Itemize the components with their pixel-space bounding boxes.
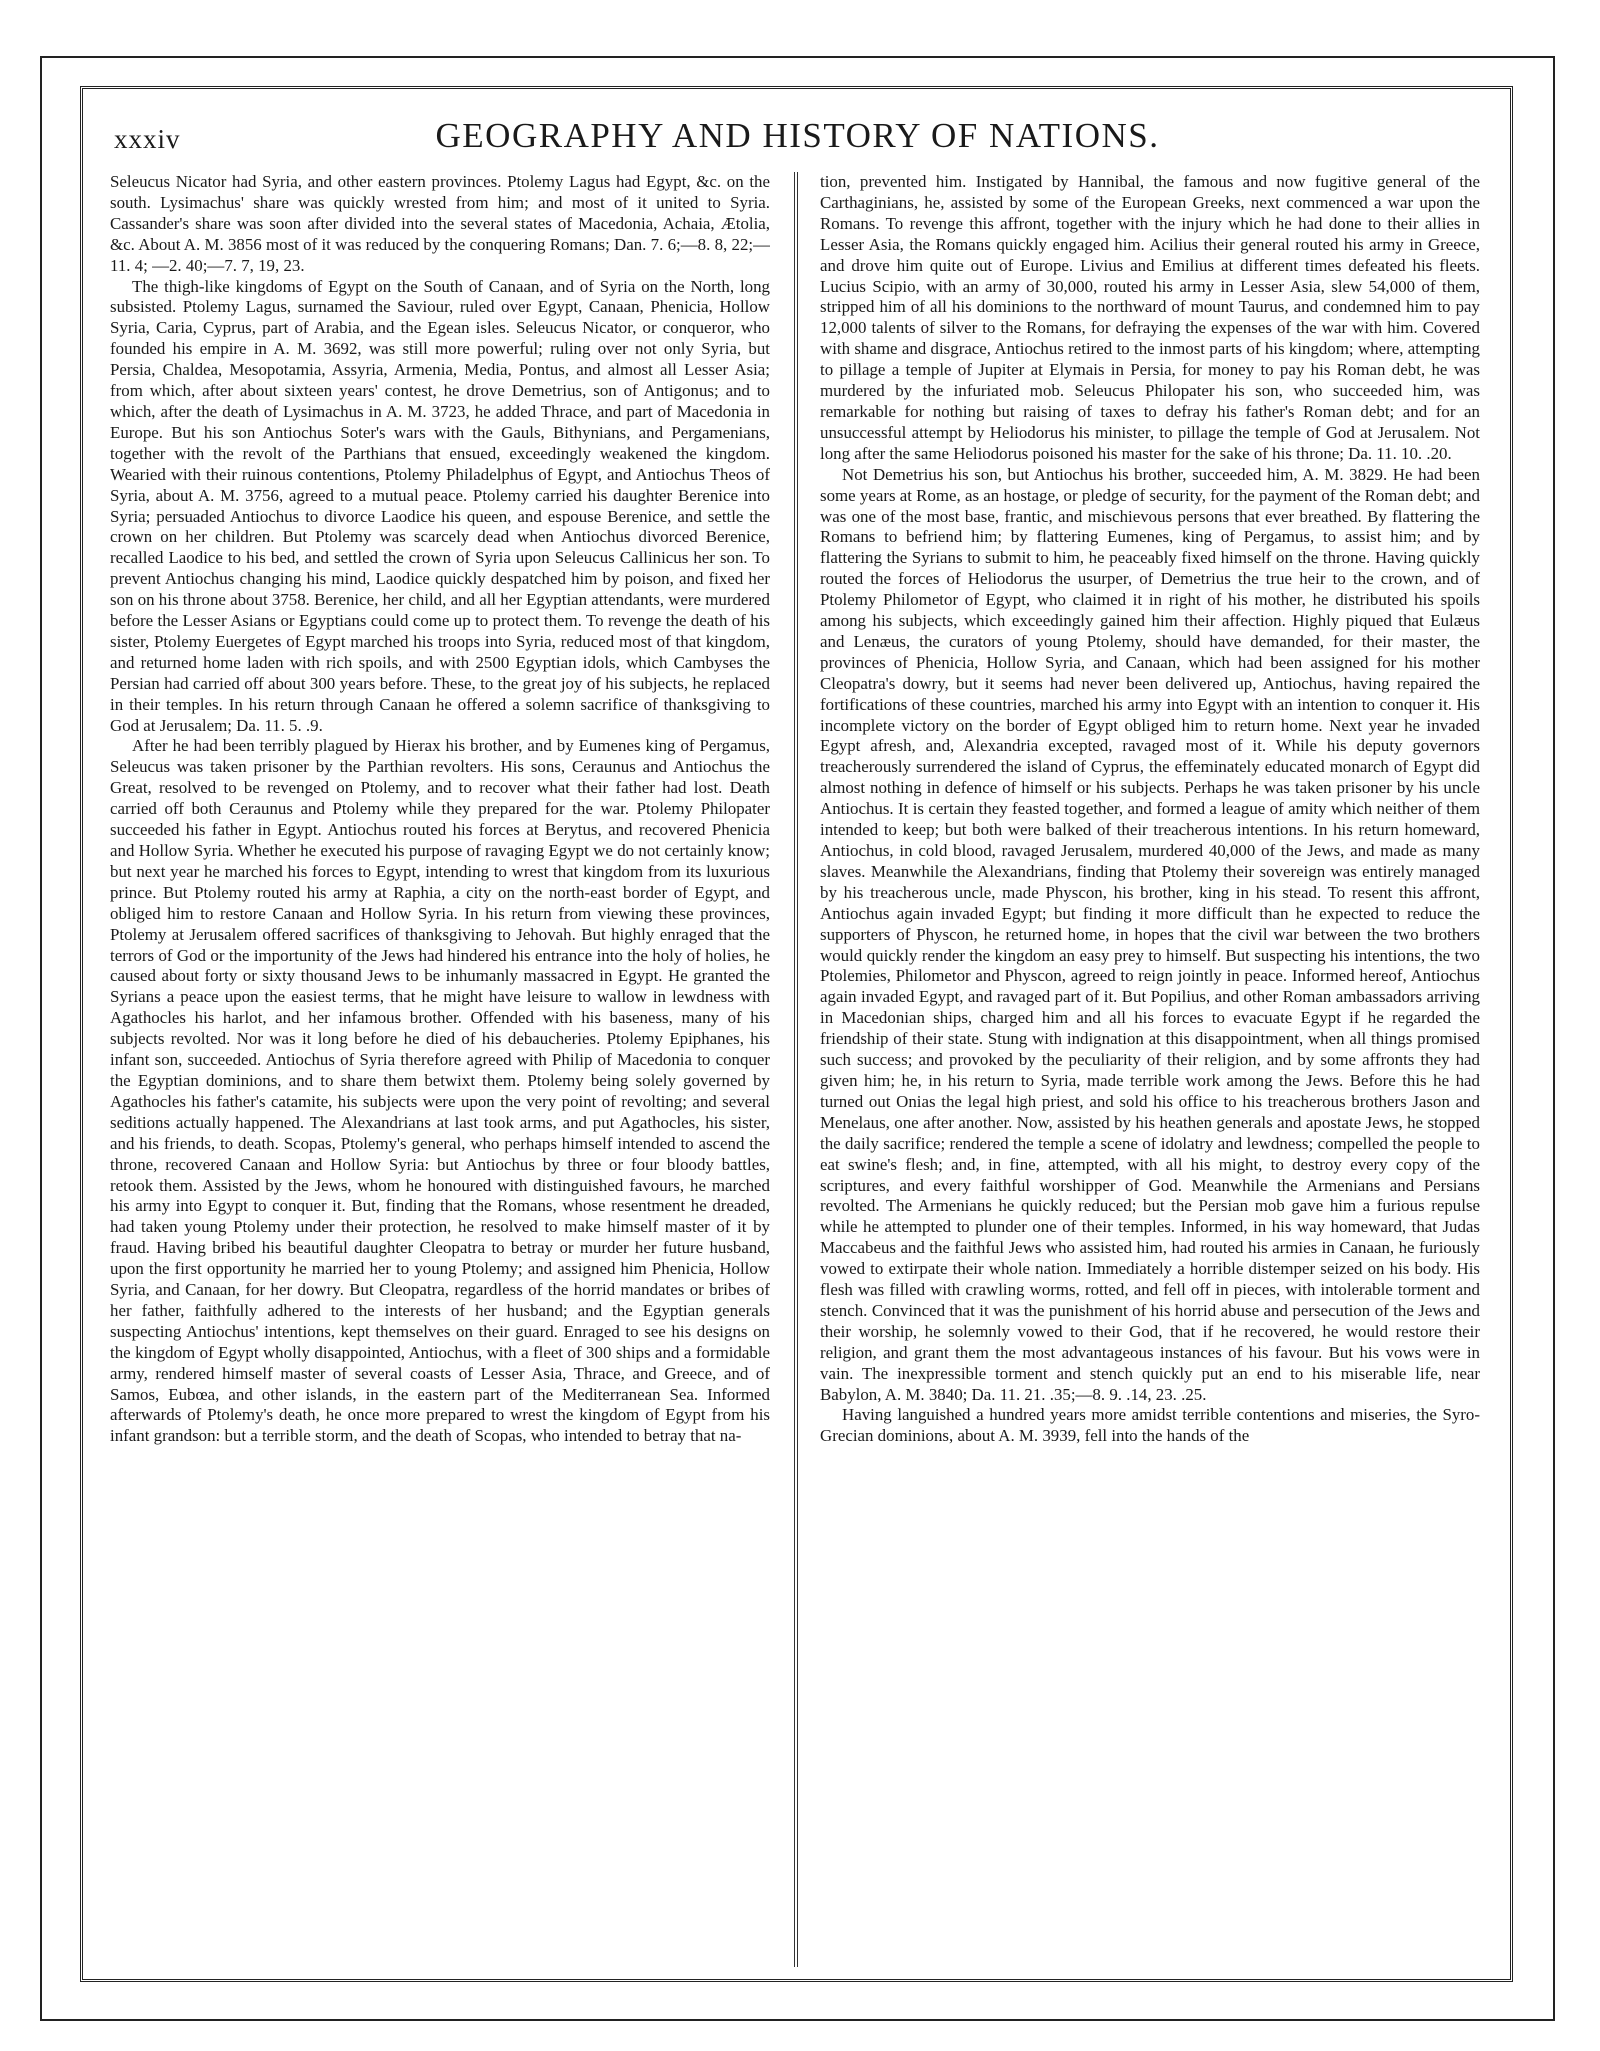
paragraph: Having languished a hundred years more amidst terrible contentions and miseries, the Syro-Grecian dominions, about A. M. 3939, fell into the hands of the [820,1405,1480,1446]
right-column [820,172,1480,1967]
page-number: xxxiv [114,124,181,154]
paragraph: The thigh-like kingdoms of Egypt on the South of Canaan, and of Syria on the North, long subsisted. Ptolemy Lagus, surnamed the Saviour, ruled over Egypt, Canaan, Phenicia, Hollow Syria, Caria, Cyprus, part of Arabia, and the Egean isles. Seleucus Nicator, or conqueror, who founded his empire in A. M. 3692, was still more powerful; ruling over not only Syria, but Persia, Chaldea, Mesopotamia, Assyria, Armenia, Media, Pontus, and almost all Lesser Asia; from which, after about sixteen years' contest, he drove Demetrius, son of Antigonus; and to which, after the death of Lysimachus in A. M. 3723, he added Thrace, and part of Macedonia in Europe. But his son Antiochus Soter's wars with the Gauls, Bithynians, and Pergamenians, together with the revolt of the Parthians that ensued, exceedingly weakened the kingdom. Wearied with their ruinous contentions, Ptolemy Philadelphus of Egypt, and Antiochus Theos of Syria, about A. M. 3756, agreed to a mutual peace. Ptolemy carried his daughter Berenice into Syria; persuaded Antiochus to divorce Laodice his queen, and espouse Berenice, and settle the crown on her children. But Ptolemy was scarcely dead when Antiochus divorced Berenice, recalled Laodice to his bed, and settled the crown of Syria upon Seleucus Callinicus her son. To prevent Antiochus changing his mind, Laodice quickly despatched him by poison, and fixed her son on his throne about 3758. Berenice, her child, and all her Egyptian attendants, were murdered before the Lesser Asians or Egyptians could come up to protect them. To revenge the death of his sister, Ptolemy Euergetes of Egypt marched his troops into Syria, reduced most of that kingdom, and returned home laden with rich spoils, and with 2500 Egyptian idols, which Cambyses the Persian had carried off about 300 years before. These, to the great joy of his subjects, he replaced in their temples. In his return through Canaan he offered a solemn sacrifice of thanksgiving to God at Jerusalem; Da. 11. 5. .9. [110,276,770,735]
page-header [110,112,1485,162]
text-columns [110,172,1485,1967]
paragraph: Seleucus Nicator had Syria, and other eastern provinces. Ptolemy Lagus had Egypt, &c. on the south. Lysimachus' share was quickly wrested from him; and most of it united to Syria. Cassander's share was soon after divided into the several states of Macedonia, Achaia, Ætolia, &c. About A. M. 3856 most of it was reduced by the conquering Romans; Dan. 7. 6;—8. 8, 22;—11. 4; —2. 40;—7. 7, 19, 23. [110,172,770,275]
left-column [110,172,770,1967]
paragraph: tion, prevented him. Instigated by Hannibal, the famous and now fugitive general of the Carthaginians, he, assisted by some of the European Greeks, next commenced a war upon the Romans. To revenge this affront, together with the injury which he had done to their allies in Lesser Asia, the Romans quickly engaged him. Acilius their general routed his army in Greece, and drove him quite out of Europe. Livius and Emilius at different times defeated his fleets. Lucius Scipio, with an army of 30,000, routed his army in Lesser Asia, slew 54,000 of them, stripped him of all his dominions to the northward of mount Taurus, and condemned him to pay 12,000 talents of silver to the Romans, for defraying the expenses of the war with him. Covered with shame and disgrace, Antiochus retired to the inmost parts of his kingdom; where, attempting to pillage a temple of Jupiter at Elymais in Persia, for money to pay his Roman debt, he was murdered by the infuriated mob. Seleucus Philopater his son, who succeeded him, was remarkable for nothing but raising of taxes to defray his father's Roman debt; and for an unsuccessful attempt by Heliodorus his minister, to pillage the temple of God at Jerusalem. Not long after the same Heliodorus poisoned his master for the sake of his throne; Da. 11. 10. .20. [820,172,1480,463]
paragraph: Not Demetrius his son, but Antiochus his brother, succeeded him, A. M. 3829. He had been some years at Rome, as an hostage, or pledge of security, for the payment of the Roman debt; and was one of the most base, frantic, and mischievous persons that ever breathed. By flattering the Romans to befriend him; by flattering Eumenes, king of Pergamus, to assist him; and by flattering the Syrians to submit to him, he peaceably fixed himself on the throne. Having quickly routed the forces of Heliodorus the usurper, of Demetrius the true heir to the crown, and of Ptolemy Philometor of Egypt, who claimed it in right of his mother, he distributed his spoils among his subjects, which exceedingly gained him their affection. Highly piqued that Eulæus and Lenæus, the curators of young Ptolemy, should have demanded, for their master, the provinces of Phenicia, Hollow Syria, and Canaan, which had been assigned for his mother Cleopatra's dowry, but it seems had never been delivered up, Antiochus, having repaired the fortifications of these countries, marched his army into Egypt with an intention to conquer it. His incomplete victory on the border of Egypt obliged him to return home. Next year he invaded Egypt afresh, and, Alexandria excepted, ravaged most of it. While his deputy governors treacherously surrendered the island of Cyprus, the effeminately educated monarch of Egypt did almost nothing in defence of himself or his subjects. Perhaps he was taken prisoner by his uncle Antiochus. It is certain they feasted together, and formed a league of amity which neither of them intended to keep; but both were balked of their treacherous intentions. In his return homeward, Antiochus, in cold blood, ravaged Jerusalem, murdered 40,000 of the Jews, and made as many slaves. Meanwhile the Alexandrians, finding that Ptolemy their sovereign was entirely managed by his treacherous uncle, made Physcon, his brother, king in his stead. To resent this affront, Antiochus again invaded Egypt; but finding it more difficult than he expected to reduce the supporters of Physcon, he returned home, in hopes that the civil war between the two brothers would quickly render the kingdom an easy prey to himself. But suspecting his intentions, the two Ptolemies, Philometor and Physcon, agreed to reign jointly in peace. Informed hereof, Antiochus again invaded Egypt, and ravaged part of it. But Popilius, and other Roman ambassadors arriving in Macedonian ships, charged him and all his forces to evacuate Egypt if he regarded the friendship of their state. Stung with indignation at this disappointment, when all things promised such success; and provoked by the peculiarity of their religion, and by some affronts they had given him; he, in his return to Syria, made terrible work among the Jews. Before this he had turned out Onias the legal high priest, and sold his office to his treacherous brothers Jason and Menelaus, one after another. Now, assisted by his heathen generals and apostate Jews, he stopped the daily sacrifice; rendered the temple a scene of idolatry and lewdness; compelled the people to eat swine's flesh; and, in fine, attempted, with all his might, to destroy every copy of the scriptures, and every faithful worshipper of God. Meanwhile the Armenians and Persians revolted. The Armenians he quickly reduced; but the Persian mob gave him a furious repulse while he attempted to plunder one of their temples. Informed, in his way homeward, that Judas Maccabeus and the faithful Jews who assisted him, had routed his armies in Canaan, he furiously vowed to extirpate their whole nation. Immediately a horrible distemper seized on his body. His flesh was filled with crawling worms, rotted, and fell off in pieces, with intolerable torment and stench. Convinced that it was the punishment of his horrid abuse and persecution of the Jews and their worship, he solemnly vowed to their God, that if he recovered, he would restore their religion, and grant them the most advantageous instances of his favour. But his vows were in vain. The inexpressible torment and stench quickly put an end to his miserable life, near Babylon, A. M. 3840; Da. 11. 21. .35;—8. 9. .14, 23. .25. [820,464,1480,1404]
paragraph: After he had been terribly plagued by Hierax his brother, and by Eumenes king of Pergamus, Seleucus was taken prisoner by the Parthian revolters. His sons, Ceraunus and Antiochus the Great, resolved to be revenged on Ptolemy, and to recover what their father had lost. Death carried off both Ceraunus and Ptolemy while they prepared for the war. Ptolemy Philopater succeeded his father in Egypt. Antiochus routed his forces at Berytus, and recovered Phenicia and Hollow Syria. Whether he executed his purpose of ravaging Egypt we do not certainly know; but next year he marched his forces to Egypt, intending to wrest that kingdom from its luxurious prince. But Ptolemy routed his army at Raphia, a city on the north-east border of Egypt, and obliged him to restore Canaan and Hollow Syria. In his return from viewing these provinces, Ptolemy at Jerusalem offered sacrifices of thanksgiving to Jehovah. But highly enraged that the terrors of God or the importunity of the Jews had hindered his entrance into the holy of holies, he caused about forty or sixty thousand Jews to be inhumanly massacred in Egypt. He granted the Syrians a peace upon the easiest terms, that he might have leisure to wallow in lewdness with Agathocles his harlot, and her infamous brother. Offended with his baseness, many of his subjects revolted. Nor was it long before he died of his debaucheries. Ptolemy Epiphanes, his infant son, succeeded. Antiochus of Syria therefore agreed with Philip of Macedonia to conquer the Egyptian dominions, and to share them betwixt them. Ptolemy being solely governed by Agathocles his father's catamite, his subjects were upon the very point of revolting; and several seditions actually happened. The Alexandrians at last took arms, and put Agathocles, his sister, and his friends, to death. Scopas, Ptolemy's general, who perhaps himself intended to ascend the throne, recovered Canaan and Hollow Syria: but Antiochus by three or four bloody battles, retook them. Assisted by the Jews, whom he honoured with distinguished favours, he marched his army into Egypt to conquer it. But, finding that the Romans, whose resentment he dreaded, had taken young Ptolemy under their protection, he resolved to make himself master of it by fraud. Having bribed his beautiful daughter Cleopatra to betray or murder her future husband, upon the first opportunity he married her to young Ptolemy; and assigned him Phenicia, Hollow Syria, and Canaan, for her dowry. But Cleopatra, regardless of the horrid mandates or bribes of her father, faithfully adhered to the interests of her husband; and the Egyptian generals suspecting Antiochus' intentions, kept themselves on their guard. Enraged to see his designs on the kingdom of Egypt wholly disappointed, Antiochus, with a fleet of 300 ships and a formidable army, rendered himself master of several coasts of Lesser Asia, Thrace, and Greece, and of Samos, Eubœa, and other islands, in the eastern part of the Mediterranean Sea. Informed afterwards of Ptolemy's death, he once more prepared to wrest the kingdom of Egypt from his infant grandson: but a terrible storm, and the death of Scopas, who intended to betray that na- [110,736,770,1446]
running-title: GEOGRAPHY AND HISTORY OF NATIONS. [435,116,1160,155]
column-divider [794,172,798,1967]
